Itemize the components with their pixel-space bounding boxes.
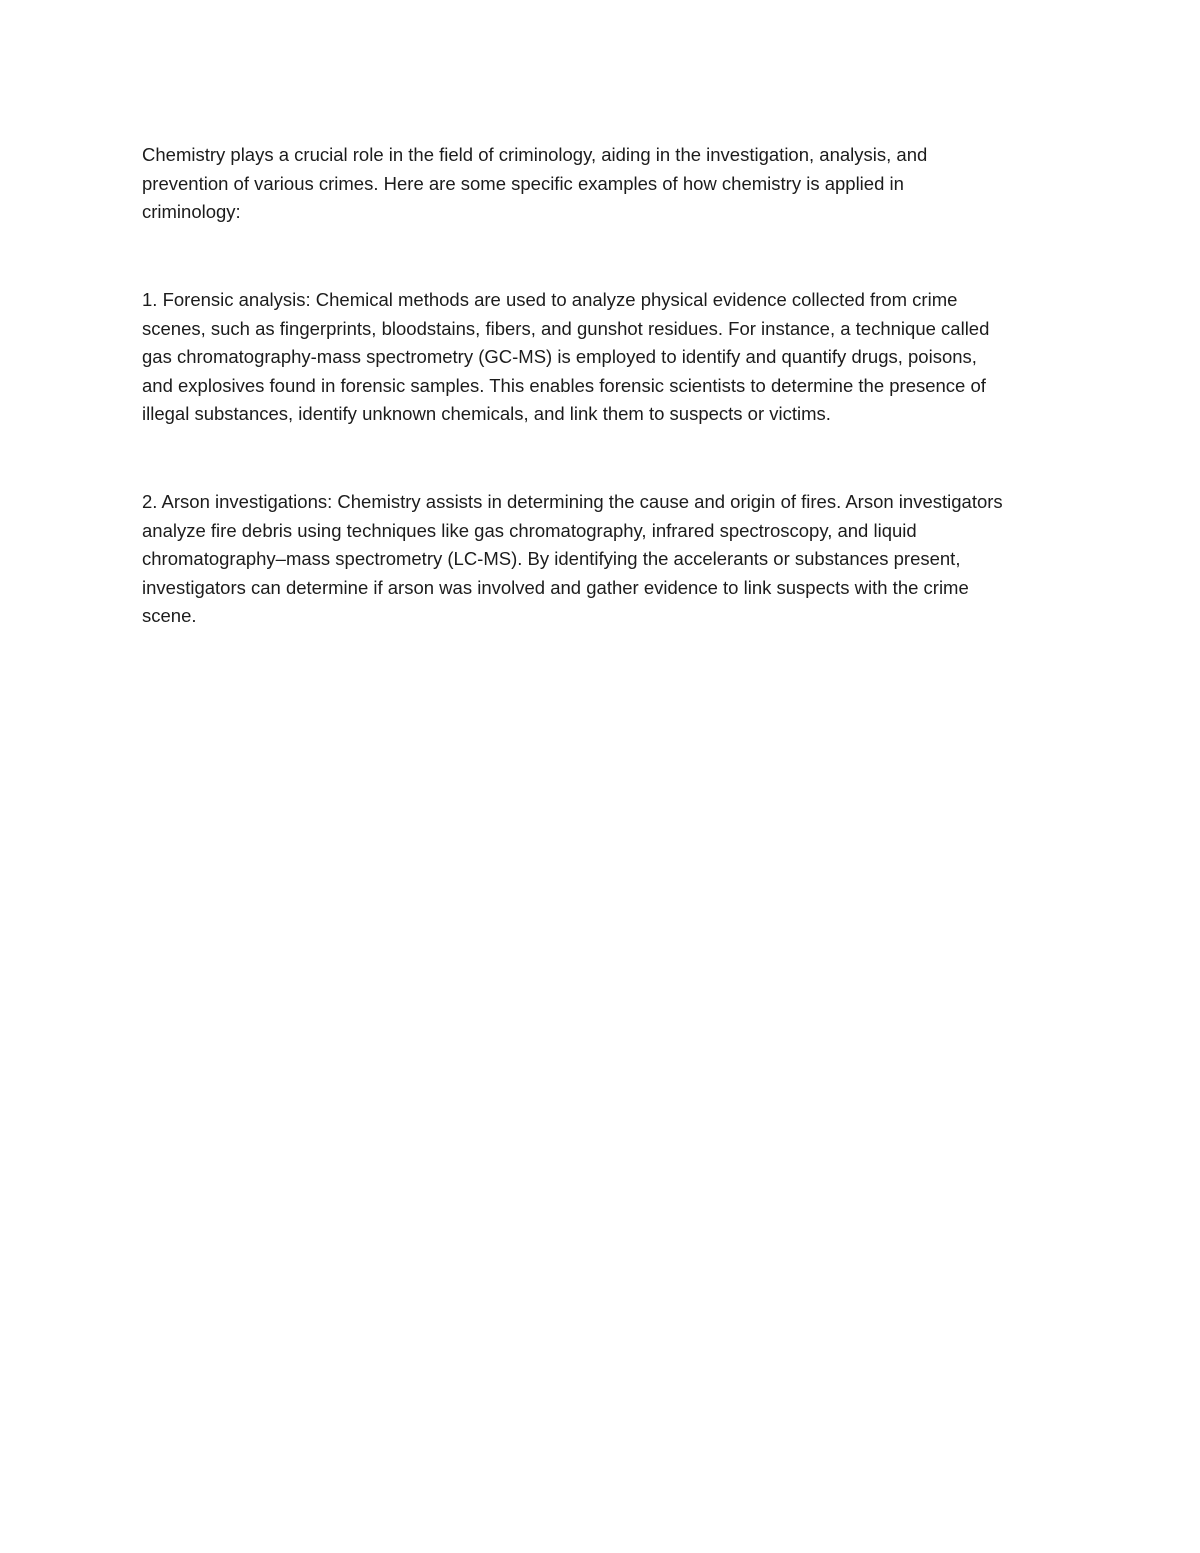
- forensic-analysis-line: and explosives found in forensic samples. This enables forensic scientists to determine the presence of: [142, 374, 986, 396]
- forensic-analysis-paragraph: [142, 286, 1072, 429]
- intro-line: prevention of various crimes. Here are some specific examples of how chemistry is applied in: [142, 172, 904, 194]
- arson-investigations-line: 2. Arson investigations: Chemistry assists in determining the cause and origin of fires. Arson investigators: [142, 491, 1003, 512]
- arson-investigations-line: chromatography–mass spectrometry (LC-MS). By identifying the accelerants or substances present,: [142, 548, 961, 569]
- forensic-analysis-line: scenes, such as fingerprints, bloodstains, fibers, and gunshot residues. For instance, a technique called: [142, 317, 990, 339]
- forensic-analysis-line: illegal substances, identify unknown chemicals, and link them to suspects or victims.: [142, 403, 831, 424]
- arson-investigations-line: scene.: [142, 605, 197, 626]
- arson-investigations-line: analyze fire debris using techniques like gas chromatography, infrared spectroscopy, and liquid: [142, 519, 917, 541]
- forensic-analysis-line: gas chromatography-mass spectrometry (GC-MS) is employed to identify and quantify drugs, poisons,: [142, 346, 977, 367]
- arson-investigations-paragraph: [142, 488, 1072, 631]
- forensic-analysis-line: 1. Forensic analysis: Chemical methods are used to analyze physical evidence collected from crime: [142, 289, 958, 310]
- intro-line: criminology:: [142, 201, 241, 222]
- intro-line: Chemistry plays a crucial role in the field of criminology, aiding in the investigation, analysis, and: [142, 144, 928, 165]
- intro-paragraph: [142, 141, 1072, 227]
- arson-investigations-line: investigators can determine if arson was involved and gather evidence to link suspects with the crime: [142, 576, 969, 598]
